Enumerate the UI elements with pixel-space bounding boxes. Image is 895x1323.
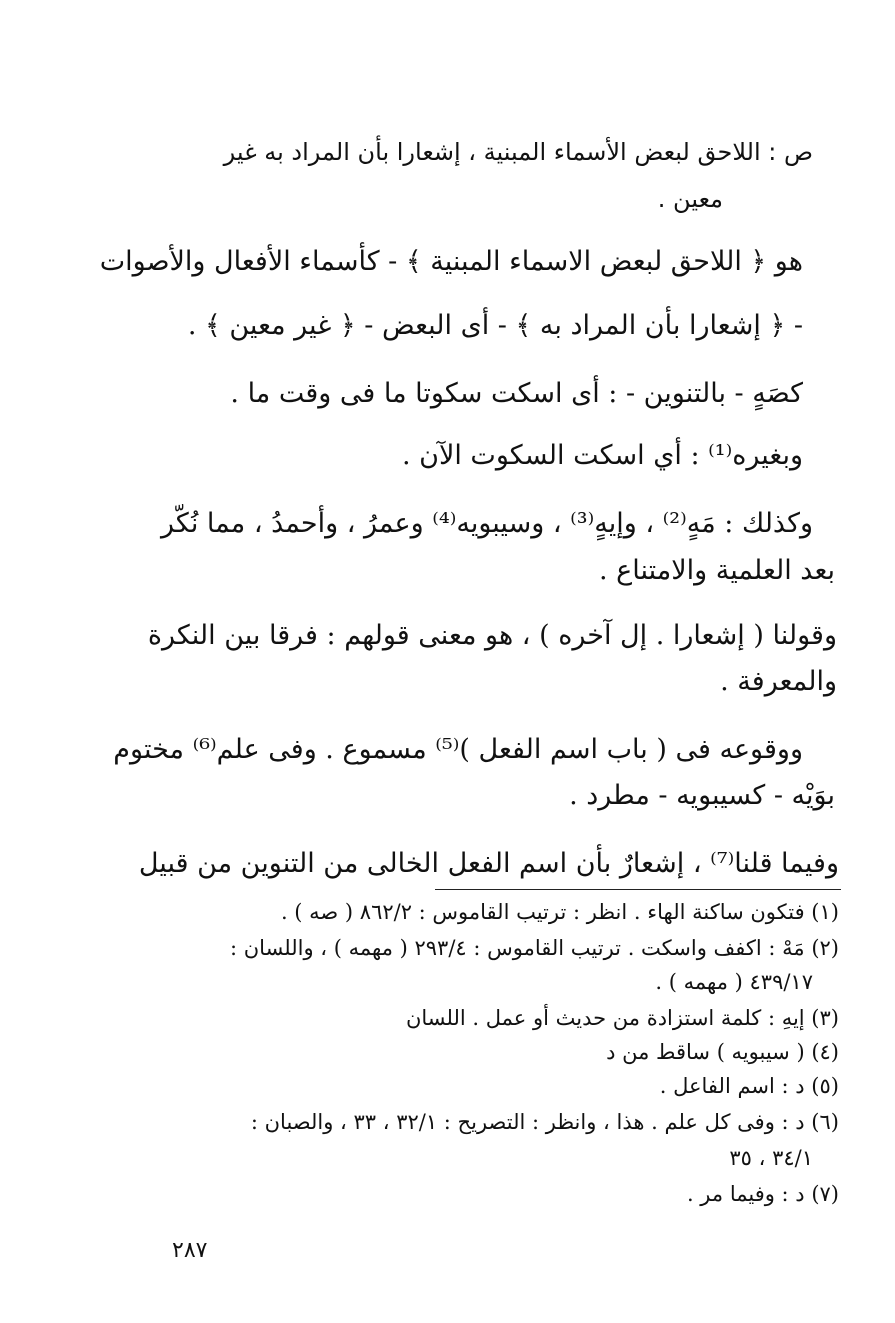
paragraph-1-line-1: هو ﴿ اللاحق لبعض الاسماء المبنية ﴾ - كأسماء الأفعال والأصوات bbox=[99, 246, 803, 277]
footnote-5: (٥) د : اسم الفاعل . bbox=[659, 1074, 839, 1098]
paragraph-4-line-2: بعد العلمية والامتناع . bbox=[599, 555, 835, 586]
heading-line-2: معين . bbox=[657, 185, 723, 213]
footnote-2-line-2: ٤٣٩/١٧ ( مهمه ) . bbox=[655, 970, 813, 994]
paragraph-5-line-1: وقولنا ( إشعارا . إل آخره ) ، هو معنى قولهم : فرقا بين النكرة bbox=[147, 620, 837, 651]
paragraph-1-line-2: - ﴿ إشعارا بأن المراد به ﴾ - أى البعض - ﴿ غير معين ﴾ . bbox=[187, 310, 803, 341]
heading-line-1: ص : اللاحق لبعض الأسماء المبنية ، إشعارا بأن المراد به غير bbox=[223, 138, 813, 166]
footnote-2-line-1: (٢) مَهْ : اكفف واسكت . ترتيب القاموس : ٢٩٣/٤ ( مهمه ) ، واللسان : bbox=[230, 936, 839, 960]
footnote-7: (٧) د : وفيما مر . bbox=[686, 1182, 839, 1206]
footnote-6-line-2: ٣٤/١ ، ٣٥ bbox=[729, 1146, 813, 1170]
paragraph-5-line-2: والمعرفة . bbox=[720, 666, 837, 697]
footnote-4: (٤) ( سيبويه ) ساقط من د bbox=[606, 1040, 839, 1064]
paragraph-6-line-1: ووقوعه فى ( باب اسم الفعل )⁽⁵⁾ مسموع . وفى علم⁽⁶⁾ مختوم bbox=[113, 734, 803, 765]
footnote-separator bbox=[435, 889, 841, 890]
paragraph-6-line-2: بوَيْه - كسيبويه - مطرد . bbox=[569, 780, 835, 811]
footnote-1: (١) فتكون ساكنة الهاء . انظر : ترتيب القاموس : ٨٦٢/٢ ( صه ) . bbox=[280, 900, 839, 924]
footnote-6-line-1: (٦) د : وفى كل علم . هذا ، وانظر : التصريح : ٣٢/١ ، ٣٣ ، والصبان : bbox=[250, 1110, 839, 1134]
paragraph-7: وفيما قلنا⁽⁷⁾ ، إشعارٌ بأن اسم الفعل الخالى من التنوين من قبيل bbox=[138, 848, 839, 879]
paragraph-2: كصَهٍ - بالتنوين - : أى اسكت سكوتا ما فى وقت ما . bbox=[230, 378, 803, 409]
paragraph-3: وبغيره⁽¹⁾ : أي اسكت السكوت الآن . bbox=[401, 440, 803, 471]
footnote-3: (٣) إيهِ : كلمة استزادة من حديث أو عمل . اللسان bbox=[405, 1006, 839, 1030]
page-number: ٢٨٧ bbox=[172, 1238, 208, 1263]
paragraph-4-line-1: وكذلك : مَهٍ⁽²⁾ ، وإيهٍ⁽³⁾ ، وسيبويه⁽⁴⁾ وعمرُ ، وأحمدُ ، مما نُكّر bbox=[161, 508, 813, 539]
